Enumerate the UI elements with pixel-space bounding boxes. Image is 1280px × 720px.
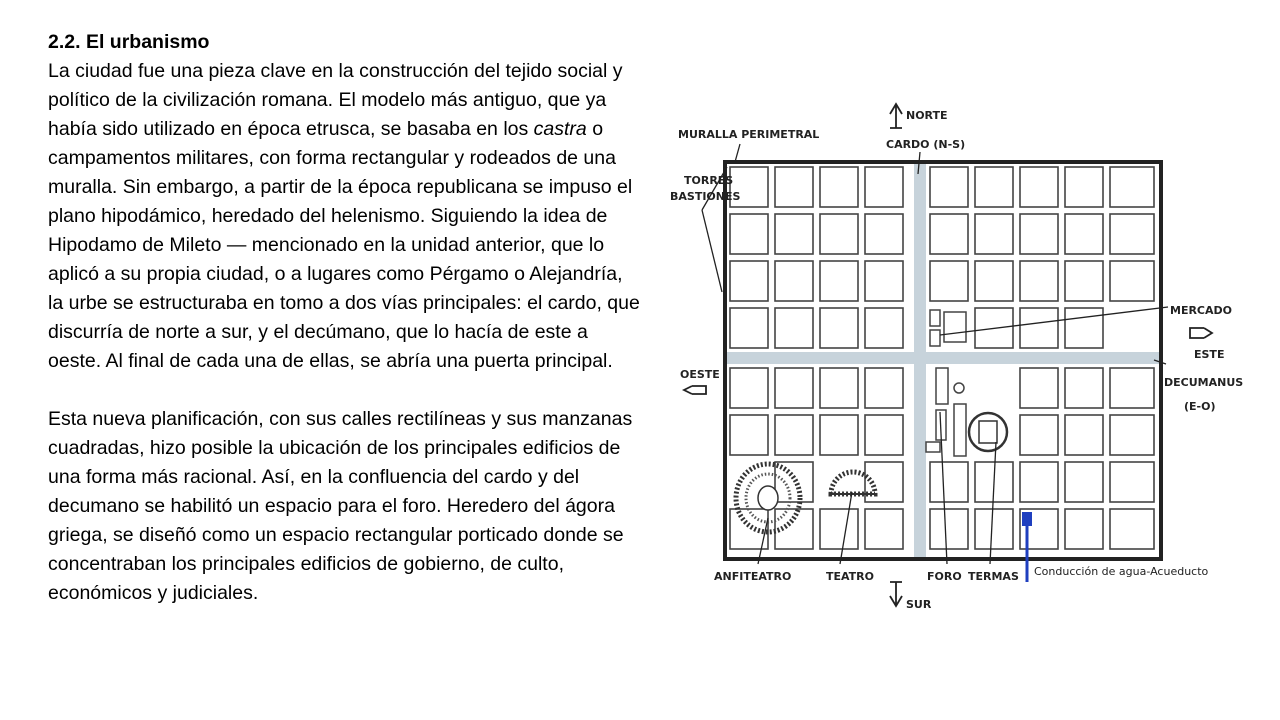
label-acueducto: Conducción de agua-Acueducto [1034, 565, 1209, 578]
city-block [775, 261, 813, 301]
city-block [865, 214, 903, 254]
roman-city-plan [662, 92, 1244, 632]
city-block [775, 368, 813, 408]
city-block [775, 509, 813, 549]
city-block [865, 308, 903, 348]
paragraph-1 [48, 57, 640, 376]
city-block [930, 462, 968, 502]
aqueduct-tank [1022, 512, 1032, 526]
label-termas: TERMAS [968, 570, 1019, 583]
city-block [1020, 167, 1058, 207]
city-block [865, 261, 903, 301]
city-block [1020, 462, 1058, 502]
label-anfiteatro: ANFITEATRO [714, 570, 792, 583]
city-block [1065, 167, 1103, 207]
city-block [1065, 261, 1103, 301]
city-block [775, 415, 813, 455]
city-block [930, 261, 968, 301]
city-block [1020, 261, 1058, 301]
label-cardo: CARDO (N-S) [886, 138, 966, 151]
north-arrow-icon [890, 104, 902, 128]
city-block [820, 368, 858, 408]
city-block [865, 368, 903, 408]
city-block [930, 509, 968, 549]
city-block [975, 167, 1013, 207]
city-block [775, 214, 813, 254]
label-torres: TORRES [684, 174, 734, 187]
city-block [820, 167, 858, 207]
city-block [865, 415, 903, 455]
label-este: ESTE [1194, 348, 1225, 361]
city-block [1020, 308, 1058, 348]
label-mercado: MERCADO [1170, 304, 1232, 317]
label-oeste: OESTE [680, 368, 720, 381]
city-block [820, 308, 858, 348]
section-title: 2.2. El urbanismo [48, 31, 210, 53]
city-block [730, 368, 768, 408]
city-block [730, 415, 768, 455]
paragraph-1-end: o campamentos militares, con forma rectangular y rodeados de una muralla. Sin embargo, a partir de la época republicana se impuso el plano hipodámico, heredado del helenismo. Siguiendo la idea de Hipodamo de Mileto — mencionado en la unidad anterior, que lo aplicó a su propia ciudad, o a lugares como Pérgamo o Alejandría, la urbe se estructuraba en tomo a dos vías principales: el cardo, que discurría de norte a sur, y el decúmano, que lo hacía de este a oeste. Al final de cada una de ellas, se abría una puerta principal. [48, 118, 640, 372]
city-block [1065, 214, 1103, 254]
city-block [865, 167, 903, 207]
city-block [730, 308, 768, 348]
city-block [1110, 462, 1154, 502]
south-arrow-icon [890, 582, 902, 606]
city-block [730, 214, 768, 254]
city-block [1110, 415, 1154, 455]
label-decumanus: DECUMANUS [1164, 376, 1244, 389]
city-block [1110, 509, 1154, 549]
city-block [1110, 261, 1154, 301]
city-block [820, 415, 858, 455]
label-foro: FORO [927, 570, 962, 583]
city-block [820, 261, 858, 301]
paragraph-1-start: La ciudad fue una pieza clave en la construcción del tejido social y político de la civilización romana. El modelo más antiguo, que ya había sido utilizado en época etrusca, se basaba en los [48, 60, 623, 140]
article-text [48, 28, 640, 608]
city-block [865, 509, 903, 549]
west-arrow-icon [684, 386, 706, 394]
label-norte: NORTE [906, 109, 948, 122]
east-arrow-icon [1190, 328, 1212, 338]
city-block [930, 167, 968, 207]
city-block [1020, 415, 1058, 455]
city-block [820, 214, 858, 254]
city-block [730, 261, 768, 301]
city-block [1065, 368, 1103, 408]
city-block [975, 214, 1013, 254]
city-block [820, 509, 858, 549]
label-sur: SUR [906, 598, 932, 611]
city-block [975, 261, 1013, 301]
city-block [1020, 368, 1058, 408]
paragraph-2: Esta nueva planificación, con sus calles rectilíneas y sus manzanas cuadradas, hizo posible la ubicación de los principales edificios de una forma más racional. Así, en la confluencia del cardo y del decumano se habilitó un espacio para el foro. Heredero del ágora griega, se diseñó como un espacio rectangular porticado donde se concentraban los principales edificios de gobierno, de culto, económicos y judiciales. [48, 408, 633, 604]
castra-term: castra [533, 118, 587, 140]
label-decumanus-sub: (E-O) [1184, 400, 1216, 413]
label-teatro: TEATRO [826, 570, 875, 583]
plan-diagram [662, 92, 1244, 632]
city-block [1065, 415, 1103, 455]
decumanus-street [727, 352, 1159, 364]
city-block [1020, 214, 1058, 254]
city-block [1065, 462, 1103, 502]
city-block [1065, 308, 1103, 348]
city-block [1065, 509, 1103, 549]
city-block [775, 308, 813, 348]
label-bastiones: BASTIONES [670, 190, 741, 203]
city-block [1110, 214, 1154, 254]
city-block [1110, 167, 1154, 207]
city-block [930, 214, 968, 254]
label-muralla: MURALLA PERIMETRAL [678, 128, 820, 141]
city-block [1110, 368, 1154, 408]
city-block [775, 167, 813, 207]
city-block [975, 509, 1013, 549]
